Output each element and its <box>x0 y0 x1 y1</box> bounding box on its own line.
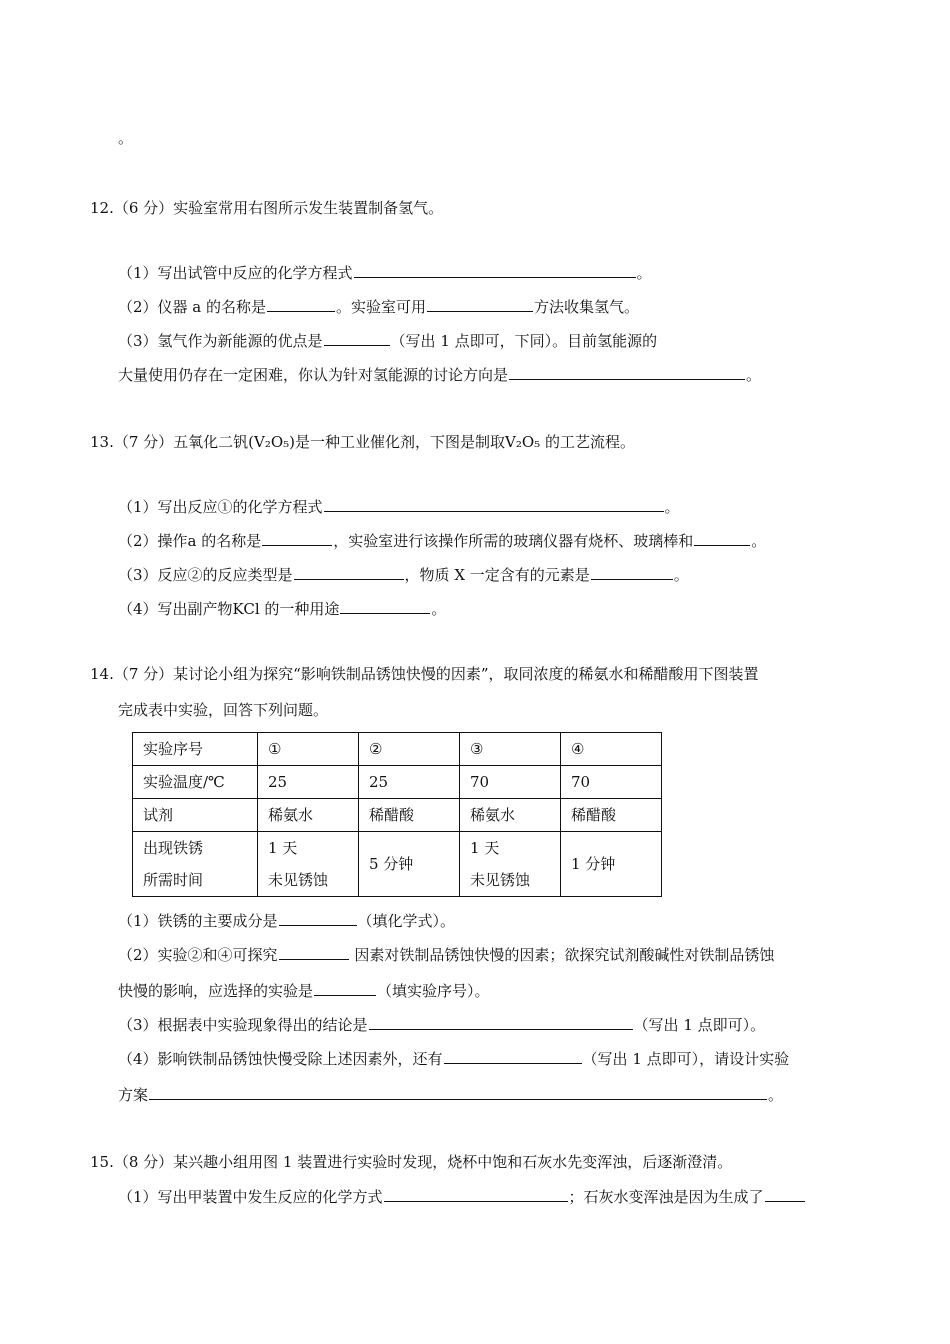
answer-blank[interactable] <box>314 980 376 996</box>
table-cell: 70 <box>460 766 561 799</box>
q12-text: （1）写出试管中反应的化学方程式 <box>118 264 353 282</box>
answer-blank[interactable] <box>324 330 390 346</box>
table-cell: 70 <box>561 766 662 799</box>
q12-text: （3）氢气作为新能源的优点是 <box>118 332 323 350</box>
experiment-table <box>132 732 662 897</box>
answer-blank[interactable] <box>591 564 673 580</box>
q13-text: ，物质 X 一定含有的元素是 <box>404 566 590 584</box>
q14-heading: 14.（7 分）某讨论小组为探究“影响铁制品锈蚀快慢的因素”，取同浓度的稀氨水和稀醋酸用下图装置 <box>90 665 759 683</box>
cell-line: 未见锈蚀 <box>470 871 531 889</box>
answer-blank[interactable] <box>765 1186 805 1202</box>
table-cell: 稀醋酸 <box>561 799 662 832</box>
q12-text: （2）仪器 a 的名称是 <box>118 298 267 316</box>
table-cell <box>258 832 359 897</box>
table-cell: ① <box>258 733 359 766</box>
q13-text: （3）反应②的反应类型是 <box>118 566 293 584</box>
q12-line-3 <box>118 330 657 351</box>
q13-text: （4）写出副产物KCl 的一种用途 <box>118 600 340 618</box>
answer-blank[interactable] <box>509 364 745 380</box>
q14-text: 快慢的影响，应选择的实验是 <box>118 982 314 1000</box>
table-cell: ④ <box>561 733 662 766</box>
q12-line-1 <box>118 262 652 283</box>
q15-line-1 <box>118 1186 806 1207</box>
cell-line: 所需时间 <box>143 871 204 889</box>
q12-line-4 <box>118 364 761 385</box>
table-cell: 实验序号 <box>133 733 258 766</box>
q13-line-3 <box>118 564 689 585</box>
table-cell: 25 <box>258 766 359 799</box>
answer-blank[interactable] <box>267 296 335 312</box>
q14-line-3 <box>118 980 490 1001</box>
q12-text: 。实验室可用 <box>336 298 427 316</box>
q14-text: （写出 1 点即可）。 <box>633 1016 766 1034</box>
top-period: 。 <box>118 129 134 147</box>
answer-blank[interactable] <box>279 910 357 926</box>
answer-blank[interactable] <box>369 1014 633 1030</box>
q14-line-6 <box>118 1084 783 1105</box>
table-row <box>133 832 662 897</box>
q14-text: （2）实验②和④可探究 <box>118 946 278 964</box>
answer-blank[interactable] <box>279 944 349 960</box>
table-cell: 稀醋酸 <box>359 799 460 832</box>
cell-line: 出现铁锈 <box>143 839 204 857</box>
answer-blank[interactable] <box>427 296 533 312</box>
q14-line-1 <box>118 910 455 931</box>
q12-text: 方法收集氢气。 <box>534 298 640 316</box>
q13-text: 。 <box>431 600 447 618</box>
q15-heading: 15.（8 分）某兴趣小组用图 1 装置进行实验时发现，烧杯中饱和石灰水先变浑浊，后逐渐澄清。 <box>90 1153 733 1171</box>
answer-blank[interactable] <box>694 530 750 546</box>
table-row <box>133 766 662 799</box>
q12-heading: 12.（6 分）实验室常用右图所示发生装置制备氢气。 <box>90 199 444 217</box>
q13-text: ，实验室进行该操作所需的玻璃仪器有烧杯、玻璃棒和 <box>333 532 694 550</box>
q12-line-2 <box>118 296 639 317</box>
q14-text: 。 <box>768 1086 784 1104</box>
table-cell <box>460 832 561 897</box>
answer-blank[interactable] <box>384 1186 568 1202</box>
q15-text: （1）写出甲装置中发生反应的化学方式 <box>118 1188 383 1206</box>
q14-text: （3）根据表中实验现象得出的结论是 <box>118 1016 368 1034</box>
q12-text: 。 <box>746 366 762 384</box>
q14-text: （填实验序号）。 <box>377 982 490 1000</box>
q14-line-4 <box>118 1014 765 1035</box>
cell-line: 1 天 <box>268 839 298 857</box>
q12-text: 大量使用仍存在一定困难，你认为针对氢能源的讨论方向是 <box>118 366 509 384</box>
answer-blank[interactable] <box>354 262 636 278</box>
q14-heading-cont: 完成表中实验，回答下列问题。 <box>118 701 329 719</box>
table-cell <box>133 832 258 897</box>
q13-text: 。 <box>673 566 689 584</box>
q13-heading: 13.（7 分）五氧化二钒(V₂O₅)是一种工业催化剂，下图是制取V₂O₅ 的工艺流程。 <box>90 433 635 451</box>
q14-text: （4）影响铁制品锈蚀快慢受除上述因素外，还有 <box>118 1050 443 1068</box>
q14-text: （写出 1 点即可），请设计实验 <box>582 1050 790 1068</box>
answer-blank[interactable] <box>324 496 664 512</box>
answer-blank[interactable] <box>294 564 404 580</box>
table-cell: 5 分钟 <box>359 832 460 897</box>
q14-line-5 <box>118 1048 789 1069</box>
q12-text: 。 <box>636 264 652 282</box>
q14-text: 方案 <box>118 1086 149 1104</box>
table-cell: 稀氨水 <box>258 799 359 832</box>
q13-text: 。 <box>751 532 767 550</box>
table-cell: 稀氨水 <box>460 799 561 832</box>
table-cell: 试剂 <box>133 799 258 832</box>
q13-text: （2）操作a 的名称是 <box>118 532 262 550</box>
q14-text: 因素对铁制品锈蚀快慢的因素；欲探究试剂酸碱性对铁制品锈蚀 <box>349 946 775 964</box>
table-cell: ② <box>359 733 460 766</box>
q14-text: （填化学式）。 <box>357 912 456 930</box>
q12-text: （写出 1 点即可，下同）。目前氢能源的 <box>390 332 658 350</box>
cell-line: 1 天 <box>470 839 500 857</box>
table-cell: 实验温度/℃ <box>133 766 258 799</box>
q14-line-2 <box>118 944 774 965</box>
table-cell: 1 分钟 <box>561 832 662 897</box>
answer-blank[interactable] <box>444 1048 582 1064</box>
answer-blank[interactable] <box>340 598 430 614</box>
q13-line-4 <box>118 598 446 619</box>
table-row <box>133 733 662 766</box>
table-row <box>133 799 662 832</box>
q15-text: ；石灰水变浑浊是因为生成了 <box>568 1188 764 1206</box>
table-cell: 25 <box>359 766 460 799</box>
q13-line-2 <box>118 530 766 551</box>
table-cell: ③ <box>460 733 561 766</box>
q14-text: （1）铁锈的主要成分是 <box>118 912 278 930</box>
q13-text: （1）写出反应①的化学方程式 <box>118 498 323 516</box>
cell-line: 未见锈蚀 <box>268 871 329 889</box>
answer-blank[interactable] <box>149 1084 767 1100</box>
answer-blank[interactable] <box>262 530 332 546</box>
q13-text: 。 <box>664 498 680 516</box>
q13-line-1 <box>118 496 680 517</box>
